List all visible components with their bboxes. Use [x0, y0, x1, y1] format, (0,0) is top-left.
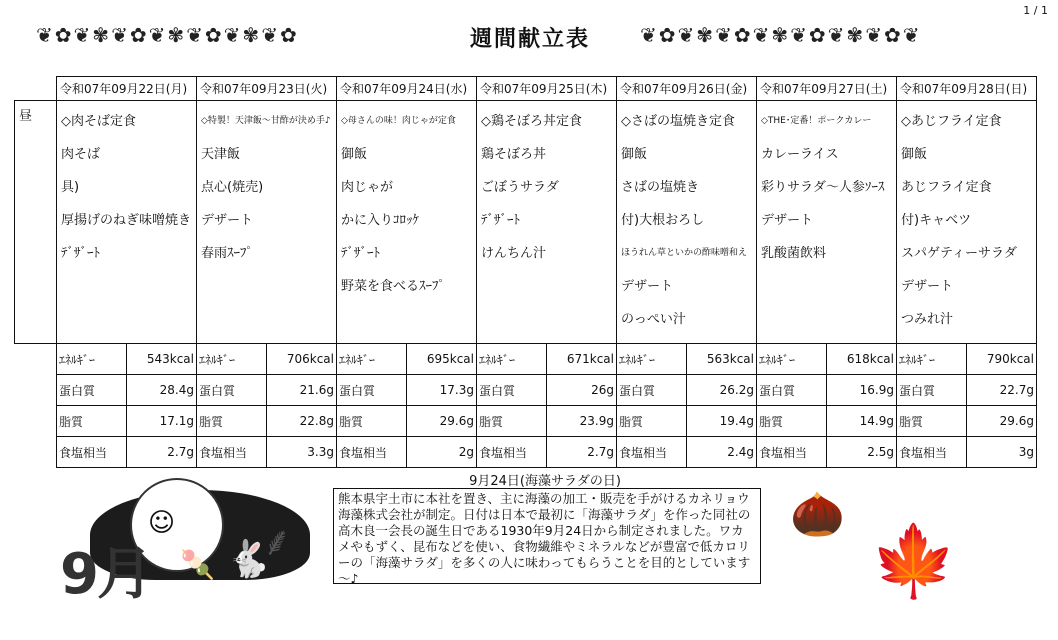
- nutrient-value: 21.6g: [267, 375, 337, 406]
- dish-item: 天津飯: [201, 147, 241, 162]
- nutrient-value: 2.7g: [547, 437, 617, 468]
- nutrient-label: ｴﾈﾙｷﾞｰ: [617, 344, 687, 375]
- nutrient-label: 脂質: [337, 406, 407, 437]
- nutrient-value: 14.9g: [827, 406, 897, 437]
- dish-item: 春雨ｽｰﾌﾟ: [201, 246, 254, 261]
- nutrient-label: 脂質: [617, 406, 687, 437]
- month-label: 9月: [60, 542, 151, 607]
- dish-item: ﾃﾞｻﾞｰﾄ: [341, 246, 380, 261]
- dish-item: けんちん汁: [481, 246, 547, 261]
- nutrient-label: 蛋白質: [57, 375, 127, 406]
- event-title: 9月24日(海藻サラダの日): [469, 474, 621, 489]
- dish-item: ﾃﾞｻﾞｰﾄ: [481, 213, 520, 228]
- nutrient-value: 2g: [407, 437, 477, 468]
- date-header: 令和07年09月27日(土): [757, 77, 897, 101]
- nutrient-value: 22.7g: [967, 375, 1037, 406]
- dish-item: デザート: [761, 213, 814, 228]
- nutrient-label: 脂質: [477, 406, 547, 437]
- autumn-leaves-icon: 🍁: [870, 520, 958, 602]
- dish-item: さばの塩焼き: [621, 180, 700, 195]
- nutrient-value: 26g: [547, 375, 617, 406]
- nutrient-label: 食塩相当: [897, 437, 967, 468]
- dish-item: 御飯: [901, 147, 928, 162]
- nutrient-label: ｴﾈﾙｷﾞｰ: [477, 344, 547, 375]
- dish-item: デザート: [621, 279, 674, 294]
- nutrient-value: 3.3g: [267, 437, 337, 468]
- dish-item: つみれ汁: [901, 312, 954, 327]
- nutrient-row-fat: [15, 406, 1037, 437]
- dish-item: カレーライス: [761, 147, 839, 162]
- dish-item: ◇母さんの味！肉じゃが定食: [341, 116, 456, 126]
- page-title: 週間献立表: [469, 27, 590, 52]
- row-spacer: [15, 437, 57, 468]
- nutrient-label: ｴﾈﾙｷﾞｰ: [57, 344, 127, 375]
- autumn-leaf-border-left: ❦ ✿ ❦ ✾ ❦ ✿ ❦ ✾ ❦ ✿ ❦ ✾ ❦ ✿: [36, 23, 297, 47]
- dish-item: 鶏そぼろ丼: [481, 147, 547, 162]
- date-header: 令和07年09月24日(水): [337, 77, 477, 101]
- date-header: 令和07年09月28日(日): [897, 77, 1037, 101]
- nutrient-label: 食塩相当: [337, 437, 407, 468]
- day-menu-cell: [57, 101, 197, 344]
- nutrient-label: 蛋白質: [477, 375, 547, 406]
- dish-item: 乳酸菌飲料: [761, 246, 827, 261]
- nutrient-value: 19.4g: [687, 406, 757, 437]
- nutrient-value: 3g: [967, 437, 1037, 468]
- dish-item: 肉じゃが: [341, 180, 394, 195]
- rabbit-icon: 🐇: [226, 539, 271, 580]
- row-spacer: [15, 344, 57, 375]
- nutrient-value: 563kcal: [687, 344, 757, 375]
- dish-item: かに入りｺﾛｯｹ: [341, 213, 420, 228]
- nutrient-value: 706kcal: [267, 344, 337, 375]
- nutrient-label: 食塩相当: [197, 437, 267, 468]
- dish-item: 具): [61, 180, 80, 195]
- dish-item: ごぼうサラダ: [481, 180, 559, 195]
- dish-item: ◇肉そば定食: [61, 114, 136, 129]
- day-menu-cell: [337, 101, 477, 344]
- day-menu-cell: [897, 101, 1037, 344]
- dish-item: ◇鶏そぼろ丼定食: [481, 114, 582, 129]
- nutrient-label: 蛋白質: [897, 375, 967, 406]
- nutrient-label: ｴﾈﾙｷﾞｰ: [757, 344, 827, 375]
- day-menu-cell: [197, 101, 337, 344]
- dish-item: 厚揚げのねぎ味噌焼き: [61, 213, 192, 228]
- nutrient-label: 蛋白質: [197, 375, 267, 406]
- event-description: 熊本県宇土市に本社を置き、主に海藻の加工・販売を手がけるカネリョウ海藻株式会社が制定。日付は日本で最初に「海藻サラダ」を作った同社の高木良一会長の誕生日である1930年9月24日から制定されました。ワカメやもずく、昆布などを使い、食物繊維やミネラルなどが豊富で低カロリーの「海藻サラダ」を多くの人に味わってもらうことを目的としています～♪: [333, 488, 761, 584]
- nutrient-label: 脂質: [197, 406, 267, 437]
- nutrient-value: 28.4g: [127, 375, 197, 406]
- nutrient-row-protein: [15, 375, 1037, 406]
- nutrient-label: ｴﾈﾙｷﾞｰ: [337, 344, 407, 375]
- nutrient-row-salt: [15, 437, 1037, 468]
- dango-icon: 🍡: [180, 548, 215, 581]
- nutrient-label: 脂質: [897, 406, 967, 437]
- dish-item: のっぺい汁: [621, 312, 686, 327]
- nutrient-value: 29.6g: [967, 406, 1037, 437]
- dish-item: スパゲティーサラダ: [901, 246, 1017, 261]
- dish-item: 肉そば: [61, 147, 101, 162]
- nutrient-value: 543kcal: [127, 344, 197, 375]
- dish-item: 付)キャベツ: [901, 213, 972, 228]
- autumn-leaf-border-right: ❦ ✿ ❦ ✾ ❦ ✿ ❦ ✾ ❦ ✿ ❦ ✾ ❦ ✿ ❦: [640, 23, 920, 47]
- nutrient-label: 蛋白質: [337, 375, 407, 406]
- weekly-menu-table: [14, 76, 1037, 468]
- pampas-grass-icon: ⸙: [262, 519, 292, 565]
- day-menu-cell: [617, 101, 757, 344]
- dish-item: 御飯: [341, 147, 368, 162]
- nutrient-value: 618kcal: [827, 344, 897, 375]
- dish-item: デザート: [901, 279, 954, 294]
- nutrient-value: 29.6g: [407, 406, 477, 437]
- dish-item: 点心(焼売): [201, 180, 264, 195]
- nutrient-label: 食塩相当: [477, 437, 547, 468]
- nutrient-value: 17.1g: [127, 406, 197, 437]
- nutrient-value: 26.2g: [687, 375, 757, 406]
- dish-item: ﾃﾞｻﾞｰﾄ: [61, 246, 100, 261]
- nutrient-value: 23.9g: [547, 406, 617, 437]
- page-number: 1 / 1: [1023, 4, 1048, 17]
- nutrient-value: 2.7g: [127, 437, 197, 468]
- date-header: 令和07年09月23日(火): [197, 77, 337, 101]
- dish-item: 付)大根おろし: [621, 213, 705, 228]
- dish-item: ◇あじフライ定食: [901, 114, 1002, 129]
- dish-item: 彩りサラダ～人参ｿｰｽ: [761, 180, 885, 195]
- dish-item: 御飯: [621, 147, 648, 162]
- row-spacer: [15, 375, 57, 406]
- dish-item: 野菜を食べるｽｰﾌﾟ: [341, 279, 446, 294]
- lunch-dishes-row: [15, 101, 1037, 344]
- day-menu-cell: [757, 101, 897, 344]
- dish-item: ほうれん草といかの酢味噌和え: [621, 248, 748, 258]
- date-header: 令和07年09月25日(木): [477, 77, 617, 101]
- chestnut-icon: 🌰: [790, 489, 845, 540]
- dish-item: デザート: [201, 213, 254, 228]
- nutrient-label: 蛋白質: [617, 375, 687, 406]
- nutrient-label: 脂質: [757, 406, 827, 437]
- dish-item: ◇さばの塩焼き定食: [621, 114, 735, 129]
- nutrient-label: ｴﾈﾙｷﾞｰ: [197, 344, 267, 375]
- meal-label-lunch: 昼: [15, 101, 57, 344]
- nutrient-label: 蛋白質: [757, 375, 827, 406]
- nutrient-label: 食塩相当: [57, 437, 127, 468]
- nutrient-value: 671kcal: [547, 344, 617, 375]
- date-header: 令和07年09月26日(金): [617, 77, 757, 101]
- moon-face-icon: ☺: [148, 508, 176, 538]
- nutrient-value: 790kcal: [967, 344, 1037, 375]
- day-menu-cell: [477, 101, 617, 344]
- nutrient-label: ｴﾈﾙｷﾞｰ: [897, 344, 967, 375]
- nutrient-label: 食塩相当: [757, 437, 827, 468]
- dish-item: ◇特製！天津飯～甘酢が決め手♪: [201, 116, 331, 126]
- nutrient-label: 食塩相当: [617, 437, 687, 468]
- nutrient-value: 695kcal: [407, 344, 477, 375]
- nutrient-value: 2.4g: [687, 437, 757, 468]
- row-spacer: [15, 406, 57, 437]
- date-header: 令和07年09月22日(月): [57, 77, 197, 101]
- dish-item: ◇THE･定番！ポークカレー: [761, 116, 872, 126]
- dish-item: あじフライ定食: [901, 180, 992, 195]
- nutrient-value: 16.9g: [827, 375, 897, 406]
- nutrient-value: 2.5g: [827, 437, 897, 468]
- nutrient-row-energy: [15, 344, 1037, 375]
- nutrient-value: 17.3g: [407, 375, 477, 406]
- date-header-row: [15, 77, 1037, 101]
- nutrient-label: 脂質: [57, 406, 127, 437]
- nutrient-value: 22.8g: [267, 406, 337, 437]
